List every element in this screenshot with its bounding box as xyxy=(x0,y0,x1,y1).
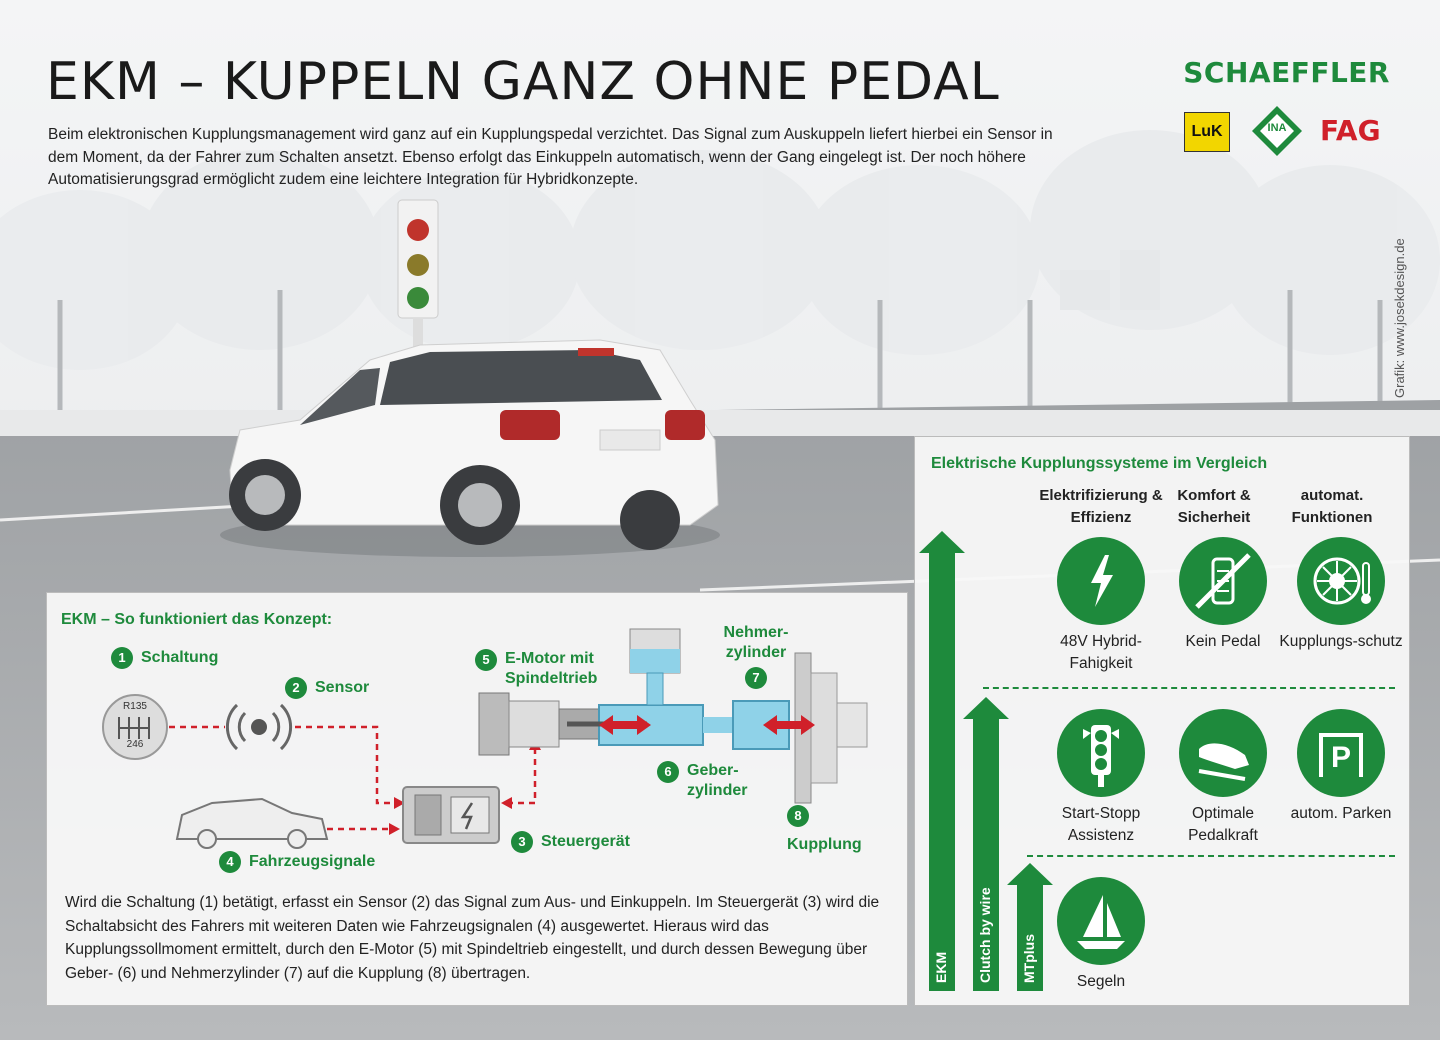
no-pedal-icon xyxy=(1179,537,1267,625)
step-5-text: E-Motor mit Spindeltrieb xyxy=(505,650,598,687)
step-8-text: Kupplung xyxy=(787,836,862,853)
step-3-number: 3 xyxy=(511,831,533,853)
ekm-arrow xyxy=(919,531,965,991)
step-4-text: Fahrzeugsignale xyxy=(249,853,376,871)
traffic-light-icon xyxy=(1057,709,1145,797)
gear-knob-top: R135 xyxy=(123,701,147,712)
lightning-icon xyxy=(1057,537,1145,625)
feature-label-clutch-protection: Kupplungs-schutz xyxy=(1279,633,1403,650)
concept-panel xyxy=(46,592,908,1006)
step-3-label xyxy=(511,831,630,853)
column-header-1: Elektrifizierung & Effizienz xyxy=(1039,487,1163,526)
step-2-number: 2 xyxy=(285,677,307,699)
ina-logo xyxy=(1250,104,1304,158)
foot-pedal-icon xyxy=(1179,709,1267,797)
concept-title: EKM – So funktioniert das Konzept: xyxy=(61,611,333,628)
control-unit-icon xyxy=(403,787,499,843)
step-6-label xyxy=(657,761,787,801)
parking-icon xyxy=(1297,709,1385,797)
comparison-title: Elektrische Kupplungssysteme im Vergleich xyxy=(931,455,1268,472)
svg-text:P: P xyxy=(1330,741,1352,774)
step-5-number: 5 xyxy=(475,649,497,671)
luk-logo xyxy=(1184,112,1230,152)
page-title: EKM – KUPPELN GANZ OHNE PEDAL xyxy=(46,52,1000,112)
step-1-text: Schaltung xyxy=(141,649,219,667)
tier-divider-2 xyxy=(1027,855,1395,857)
ina-logo-text: INA xyxy=(1267,122,1287,134)
step-6-number: 6 xyxy=(657,761,679,783)
gear-knob-bottom: 246 xyxy=(126,739,144,750)
feature-label-hybrid: 48V Hybrid-Fahigkeit xyxy=(1060,633,1142,672)
step-1-number: 1 xyxy=(111,647,133,669)
step-2-text: Sensor xyxy=(315,679,370,697)
step-3-text: Steuergerät xyxy=(541,833,630,851)
comparison-panel xyxy=(914,436,1410,1006)
column-header-3: automat. Funktionen xyxy=(1291,487,1373,526)
system-label-clutch-by-wire: Clutch by wire xyxy=(977,887,993,983)
feature-label-auto-parking: autom. Parken xyxy=(1290,805,1392,822)
step-4-label xyxy=(219,851,375,873)
luk-logo-text: LuK xyxy=(1191,123,1223,140)
step-7-text: Nehmer-zylinder xyxy=(723,624,789,661)
system-label-ekm: EKM xyxy=(933,951,949,983)
feature-label-sailing: Segeln xyxy=(1076,973,1126,990)
step-7-number: 7 xyxy=(745,667,767,689)
step-8-label xyxy=(787,805,877,855)
system-label-mtplus: MTplus xyxy=(1021,934,1037,983)
feature-label-start-stop: Start-Stopp Assistenz xyxy=(1061,805,1141,844)
tier-divider-1 xyxy=(983,687,1395,689)
schaeffler-logo: SCHAEFFLER xyxy=(1183,56,1390,89)
sensor-icon xyxy=(227,705,290,749)
column-header-2: Komfort & Sicherheit xyxy=(1177,487,1251,526)
step-6-text: Geber-zylinder xyxy=(687,762,748,799)
step-5-label xyxy=(475,649,645,689)
feature-label-pedal-force: Optimale Pedalkraft xyxy=(1188,805,1258,844)
step-7-label xyxy=(711,623,801,689)
fag-logo: FAG xyxy=(1320,114,1381,147)
step-8-number: 8 xyxy=(787,805,809,827)
intro-text: Beim elektronischen Kupplungsmanagement wird ganz auf ein Kupplungspedal verzichtet. Das Signal zum Auskuppeln liefert hierbei ein Sensor in dem Moment, da der Fahrer zum Schalten ansetzt. Ebenso erfolgt das Einkuppeln automatisch, wenn der Gang eingelegt ist. Der noch höhere Automatisierungsgrad ermöglicht zudem eine leichtere Integration für Hybridkonzepte. xyxy=(48,126,1053,188)
step-2-label xyxy=(285,677,369,699)
sailboat-icon xyxy=(1057,877,1145,965)
concept-explanation: Wird die Schaltung (1) betätigt, erfasst ein Sensor (2) das Signal zum Aus- und Einkuppeln. Im Steuergerät (3) wird die Schaltabsicht des Fahrers mit weiteren Daten wie Fahrzeugsignalen (4) ausgewertet. Hieraus wird das Kupplungssollmoment ermittelt, durch den E-Motor (5) mit Spindeltrieb eingestellt, und durch dessen Bewegung über Geber- (6) und Nehmerzylinder (7) auf die Kupplung (8) übertragen. xyxy=(65,894,880,982)
feature-label-no-pedal: Kein Pedal xyxy=(1185,633,1261,650)
step-1-label xyxy=(111,647,218,669)
clutch-protection-icon xyxy=(1297,537,1385,625)
step-4-number: 4 xyxy=(219,851,241,873)
graphic-credit: Grafik: www.josekdesign.de xyxy=(1392,238,1407,398)
